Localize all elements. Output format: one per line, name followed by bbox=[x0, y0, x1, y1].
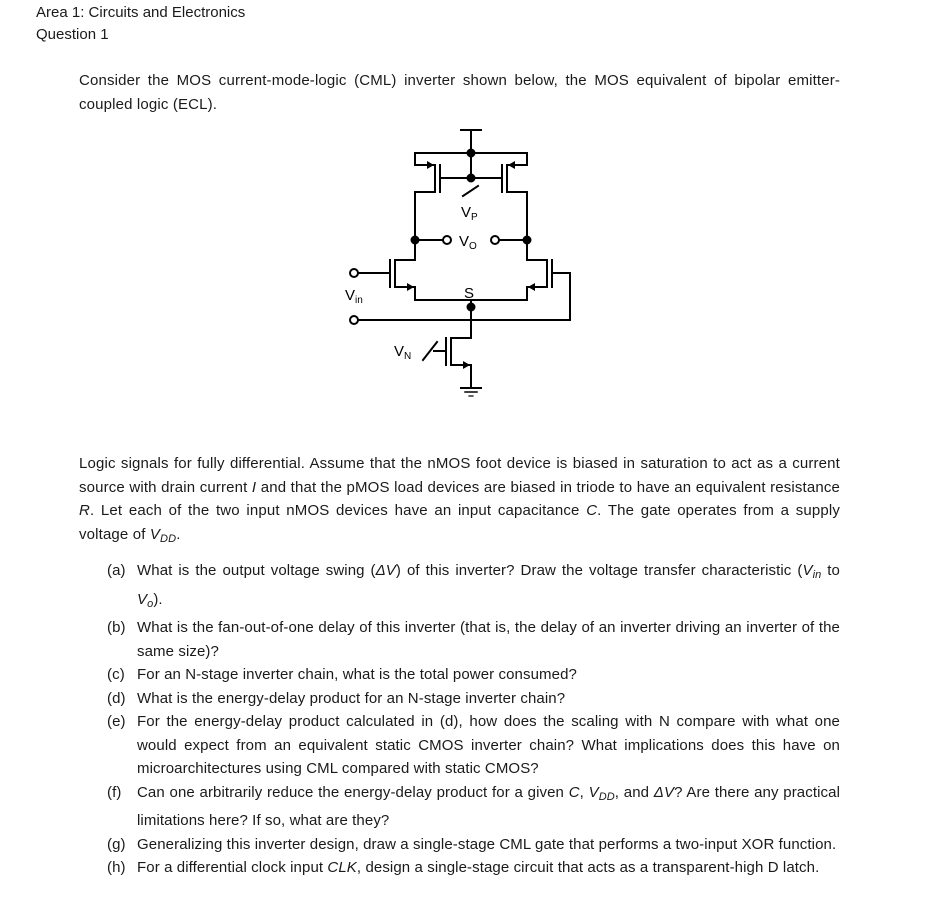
question-text: For a differential clock input CLK, design a single-stage circuit that acts as a transparent-high D latch. bbox=[137, 859, 820, 876]
description-paragraph: Logic signals for fully differential. Assume that the nMOS foot device is biased in saturation to act as a current source with drain current I and that the pMOS load devices are biased in triode to have an equivalent resistance R. Let each of the two input nMOS devices have an input capacitance C. The gate operates from a supply voltage of $V_{DD}$. bbox=[79, 455, 841, 545]
question-text: What is the fan-out-of-one delay of this inverter (that is, the delay of an inverter driving an inverter of the same size)? bbox=[137, 619, 840, 660]
question-label: Question 1 bbox=[36, 26, 109, 43]
vo-right-terminal bbox=[491, 236, 499, 244]
cml-inverter-schematic bbox=[330, 120, 590, 410]
foot-nmos bbox=[446, 338, 471, 388]
vo-label: $V_O$ bbox=[459, 233, 477, 252]
vn-label: $V_N$ bbox=[394, 343, 412, 362]
vp-slash bbox=[463, 186, 478, 196]
right-pmos bbox=[502, 161, 527, 192]
question-item bbox=[107, 710, 840, 781]
question-text: For the energy-delay product calculated in (d), how does the scaling with N compare with what one would expect from an equivalent static CMOS inverter chain? What implications does this have on microarchitectures using CML compared with static CMOS? bbox=[137, 713, 840, 777]
question-label: (c) bbox=[107, 666, 125, 683]
question-text: For an N-stage inverter chain, what is the total power consumed? bbox=[137, 666, 577, 683]
question-label: (h) bbox=[107, 859, 126, 876]
vin-plus-terminal bbox=[350, 269, 358, 277]
question-item bbox=[107, 781, 840, 833]
question-label: (d) bbox=[107, 689, 126, 707]
intro-paragraph: Consider the MOS current-mode-logic (CML) inverter shown below, the MOS equivalent of bipolar emitter-coupled logic (ECL). bbox=[79, 72, 840, 113]
left-pmos bbox=[415, 161, 440, 192]
question-label: (f) bbox=[107, 783, 122, 801]
question-text: What is the output voltage swing (ΔV) of this inverter? Draw the voltage transfer characteristic ($V_{in}$ to $V_o$). bbox=[137, 562, 840, 610]
left-nmos bbox=[390, 260, 415, 300]
right-nmos bbox=[527, 260, 552, 300]
question-text: Can one arbitrarily reduce the energy-delay product for a given C, $V_{DD}$, and ΔV? Are there any practical limitations here? If so, what are they? bbox=[137, 783, 841, 829]
question-item bbox=[107, 833, 840, 857]
area-title: Area 1: Circuits and Electronics bbox=[36, 4, 246, 21]
question-text: Generalizing this inverter design, draw a single-stage CML gate that performs a two-input XOR function. bbox=[137, 835, 837, 853]
question-list bbox=[107, 559, 840, 880]
vp-label: $V_P$ bbox=[461, 204, 478, 223]
question-item bbox=[107, 616, 840, 663]
vin-label: $V_{in}$ bbox=[345, 287, 363, 306]
question-item bbox=[107, 687, 840, 711]
question-text: What is the energy-delay product for an N-stage inverter chain? bbox=[137, 689, 566, 707]
question-label: (b) bbox=[107, 619, 126, 636]
s-node bbox=[468, 304, 475, 311]
question-label: (g) bbox=[107, 835, 126, 853]
question-label: (a) bbox=[107, 562, 126, 579]
question-item bbox=[107, 559, 840, 616]
vo-left-terminal bbox=[443, 236, 451, 244]
vp-node bbox=[468, 175, 475, 182]
s-label: S bbox=[464, 285, 475, 302]
vin-minus-terminal bbox=[350, 316, 358, 324]
ground-symbol bbox=[461, 388, 481, 396]
question-item bbox=[107, 856, 840, 880]
question-label: (e) bbox=[107, 713, 126, 730]
question-item bbox=[107, 663, 840, 687]
